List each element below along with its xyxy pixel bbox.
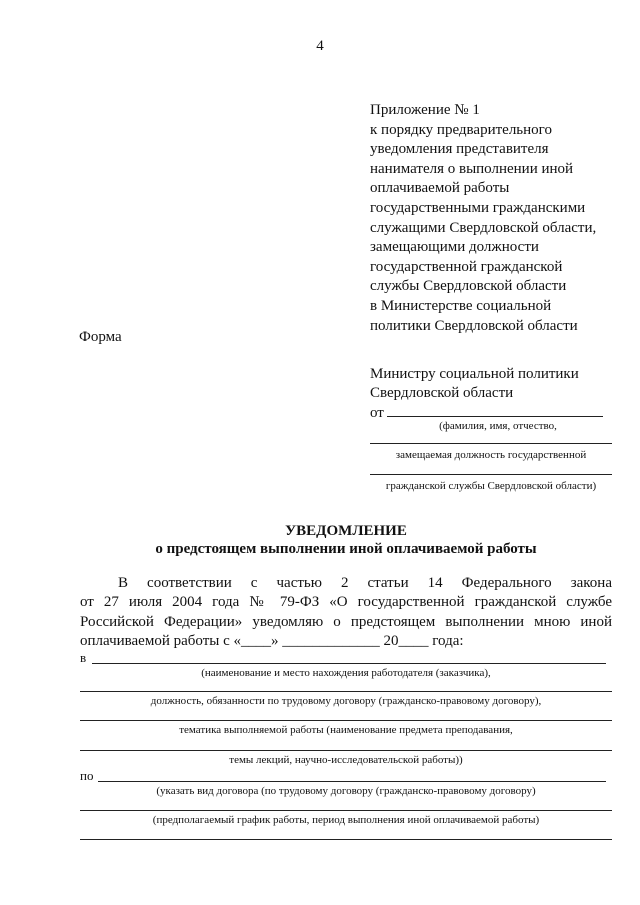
appendix-block	[370, 101, 596, 336]
form-label: Форма	[79, 329, 122, 345]
position-field[interactable]	[370, 443, 612, 444]
addressee-line: Министру социальной политики	[370, 366, 579, 382]
body-line: В соответствии с частью 2 статьи 14 Федерального закона	[118, 575, 612, 591]
schedule-field-2[interactable]	[80, 839, 612, 840]
from-name-field[interactable]	[387, 403, 603, 417]
appendix-line: Приложение № 1	[370, 102, 480, 118]
page-number: 4	[316, 38, 324, 54]
appendix-line: оплачиваемой работы	[370, 180, 510, 197]
appendix-line: в Министерстве социальной	[370, 297, 552, 314]
appendix-line: замещающими должности	[370, 239, 539, 256]
from-label: от	[370, 405, 384, 421]
title-main: УВЕДОМЛЕНИЕ	[285, 523, 407, 539]
v-label: в	[80, 650, 87, 665]
appendix-line: нанимателя о выполнении иной	[370, 160, 574, 177]
hint-position: замещаемая должность государственной	[395, 449, 587, 461]
po-label: по	[80, 768, 94, 783]
appendix-line: уведомления представителя	[370, 141, 549, 158]
appendix-line: службы Свердловской области	[370, 278, 567, 295]
position-duties-field[interactable]	[80, 691, 612, 692]
lectures-field[interactable]	[80, 750, 612, 751]
addressee-block	[370, 365, 603, 423]
hint-topic: тематика выполняемой работы (наименование предмета преподавания,	[179, 724, 513, 736]
title-sub: о предстоящем выполнении иной оплачиваемой работы	[155, 541, 537, 557]
hint-schedule: (предполагаемый график работы, период выполнения иной оплачиваемой работы)	[152, 814, 540, 826]
hint-service: гражданской службы Свердловской области)	[385, 480, 597, 492]
body-paragraph	[80, 574, 612, 652]
hint-employer: (наименование и место нахождения работодателя (заказчика),	[201, 667, 491, 679]
topic-field[interactable]	[80, 720, 612, 721]
schedule-field[interactable]	[80, 810, 612, 811]
hint-contract: (указать вид договора (по трудовому договору (гражданско-правовому договору)	[156, 785, 536, 797]
body-line: оплачиваемой работы с «____» _____________ 20____ года:	[80, 633, 464, 650]
hint-duties: должность, обязанности по трудовому договору (гражданско-правовому договору),	[150, 695, 542, 707]
body-line: от 27 июля 2004 года № 79-ФЗ «О государственной гражданской службе	[80, 594, 612, 611]
service-field[interactable]	[370, 474, 612, 475]
appendix-line: к порядку предварительного	[370, 121, 552, 138]
appendix-line: служащими Свердловской области,	[370, 219, 597, 236]
document-title	[80, 522, 612, 558]
appendix-line: государственными гражданскими	[370, 199, 586, 216]
appendix-line: государственной гражданской	[370, 258, 563, 275]
contract-field[interactable]	[98, 781, 606, 782]
hint-lectures: темы лекций, научно-исследовательской работы))	[229, 754, 463, 766]
addressee-line: Свердловской области	[370, 385, 514, 401]
appendix-line: политики Свердловской области	[370, 317, 578, 334]
hint-full-name: (фамилия, имя, отчество,	[439, 420, 557, 432]
body-line: Российской Федерации» уведомляю о предстоящем выполнении мною иной	[80, 613, 612, 630]
employer-field[interactable]	[92, 663, 606, 664]
